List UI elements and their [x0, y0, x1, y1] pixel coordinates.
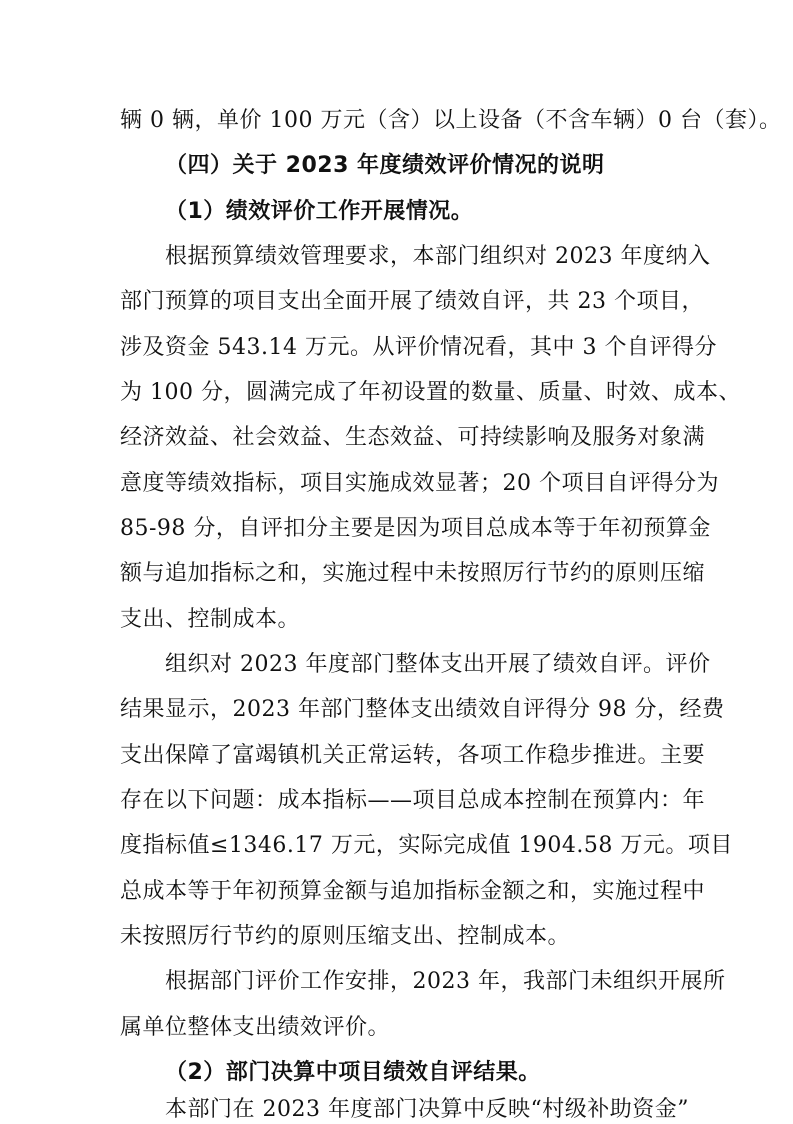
paragraph-line: 结果显示，2023 年部门整体支出绩效自评得分 98 分，经费	[120, 697, 725, 722]
paragraph-line: 根据部门评价工作安排，2023 年，我部门未组织开展所	[165, 969, 726, 994]
paragraph-line: 根据预算绩效管理要求，本部门组织对 2023 年度纳入	[165, 244, 711, 269]
paragraph-line: 组织对 2023 年度部门整体支出开展了绩效自评。评价	[165, 652, 711, 677]
section-heading: （四）关于 2023 年度绩效评价情况的说明	[165, 153, 605, 178]
paragraph-line: 为 100 分，圆满完成了年初设置的数量、质量、时效、成本、	[120, 380, 741, 405]
subsection-heading: （1）绩效评价工作开展情况。	[165, 199, 474, 224]
paragraph-line: 经济效益、社会效益、生态效益、可持续影响及服务对象满	[120, 425, 706, 450]
paragraph-line: 辆 0 辆，单价 100 万元（含）以上设备（不含车辆）0 台（套）。	[120, 108, 782, 133]
paragraph-line: 存在以下问题：成本指标——项目总成本控制在预算内：年	[120, 788, 706, 813]
paragraph-line: 支出保障了富竭镇机关正常运转，各项工作稳步推进。主要	[120, 743, 706, 768]
subsection-heading: （2）部门决算中项目绩效自评结果。	[165, 1060, 541, 1085]
paragraph-line: 度指标值≤1346.17 万元，实际完成值 1904.58 万元。项目	[120, 833, 733, 858]
paragraph-line: 本部门在 2023 年度部门决算中反映“村级补助资金”	[165, 1097, 689, 1122]
paragraph-line: 意度等绩效指标，项目实施成效显著；20 个项目自评得分为	[120, 471, 719, 496]
paragraph-line: 涉及资金 543.14 万元。从评价情况看，其中 3 个自评得分	[120, 335, 717, 360]
paragraph-line: 未按照厉行节约的原则压缩支出、控制成本。	[120, 924, 571, 949]
paragraph-line: 额与追加指标之和，实施过程中未按照厉行节约的原则压缩	[120, 561, 706, 586]
paragraph-line: 属单位整体支出绩效评价。	[120, 1015, 391, 1040]
paragraph-line: 85-98 分，自评扣分主要是因为项目总成本等于年初预算金	[120, 516, 711, 541]
paragraph-line: 部门预算的项目支出全面开展了绩效自评，共 23 个项目，	[120, 289, 704, 314]
paragraph-line: 支出、控制成本。	[120, 607, 301, 632]
paragraph-line: 总成本等于年初预算金额与追加指标金额之和，实施过程中	[120, 879, 706, 904]
